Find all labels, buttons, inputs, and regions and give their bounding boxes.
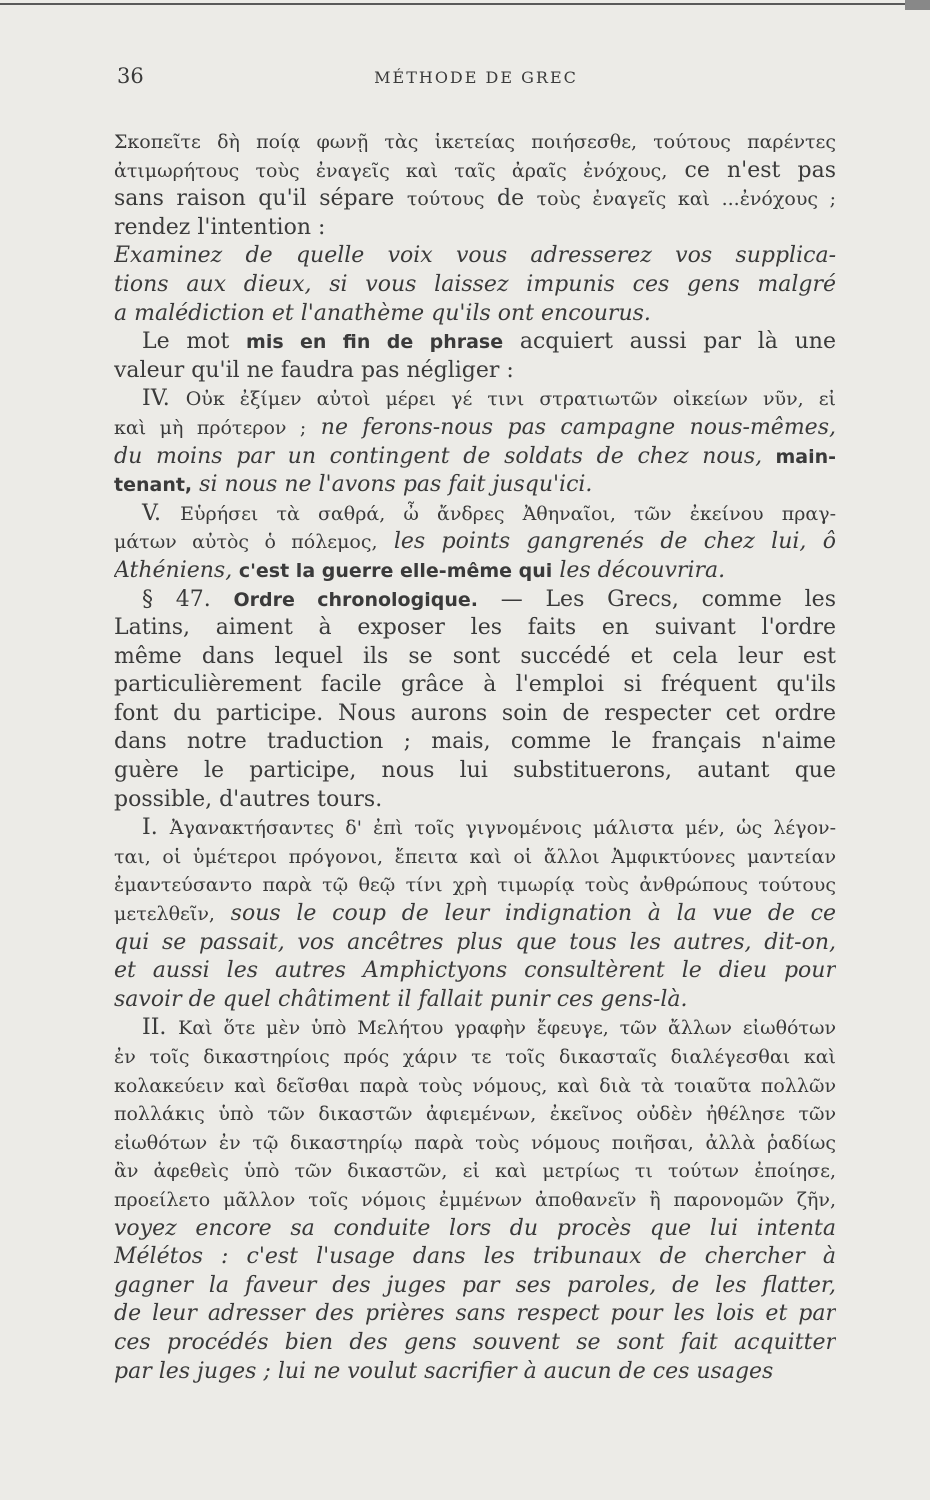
text-segment: Σκοπεῖτε δὴ ποίᾳ φωνῇ τὰς ἱκετείας ποιήσεσθε, τούτους παρέντες <box>114 131 836 153</box>
text-segment: les points gangrenés de chez lui, ô <box>377 529 836 555</box>
text-line <box>114 128 836 157</box>
text-line <box>114 1072 836 1101</box>
text-line <box>114 385 836 414</box>
text-segment: acquiert aussi par là une <box>503 329 836 355</box>
text-segment: μάτων αὐτὸς ὁ πόλεμος, <box>114 531 378 554</box>
text-line <box>114 757 836 786</box>
text-segment: Le mot <box>142 329 247 355</box>
text-line <box>114 500 836 529</box>
page-top-edge <box>0 0 930 10</box>
text-segment: tions aux dieux, si vous laissez impunis ces gens malgré <box>114 271 836 297</box>
text-segment: qui se passait, vos ancêtres plus que tous les autres, dit-on, <box>114 929 836 955</box>
text-segment: savoir de quel châtiment il fallait punir ces gens-là. <box>114 986 688 1012</box>
text-segment: ἀτιμωρήτους τοὺς ἐναγεῖς καὶ ταῖς ἀραῖς ἐνόχους, <box>114 159 668 182</box>
text-line <box>114 443 836 472</box>
text-segment: a malédiction et l'anathème qu'ils ont encourus. <box>114 300 651 326</box>
text-segment: ἂν ἀφεθεὶς ὑπὸ τῶν δικαστῶν, εἰ καὶ μετρίως τι τούτων ἐποίησε, <box>114 1160 836 1183</box>
text-segment: Καὶ ὅτε μὲν ὑπὸ Μελήτου γραφὴν ἔφευγε, τῶν ἄλλων εἰωθότων <box>178 1017 836 1040</box>
text-segment: font du participe. Nous aurons soin de respecter cet ordre <box>114 700 836 726</box>
text-line <box>114 814 836 843</box>
top-rule <box>0 3 905 5</box>
text-line <box>114 786 836 815</box>
text-segment: πολλάκις ὑπὸ τῶν δικαστῶν ἀφιεμένων, ἐκεῖνος οὐδὲν ἠθέλησε τῶν <box>114 1103 836 1126</box>
text-segment: Οὐκ ἐξίμεν αὐτοὶ μέρει γέ τινι στρατιωτῶν οἰκείων νῦν, εἰ <box>185 388 836 411</box>
scan-corner <box>905 0 930 10</box>
page-header <box>117 64 835 94</box>
text-segment: τούτους <box>406 188 485 211</box>
text-line <box>114 843 836 872</box>
text-segment: les découvrira. <box>552 557 726 583</box>
text-line <box>114 871 836 900</box>
text-line <box>114 957 836 986</box>
text-line <box>114 986 836 1015</box>
text-line <box>114 1186 836 1215</box>
text-segment: même dans lequel ils se sont succédé et cela leur est <box>114 643 836 669</box>
text-segment: particulièrement facile grâce à l'emploi si fréquent qu'ils <box>114 672 836 698</box>
text-line <box>114 242 836 271</box>
text-segment: sous le coup de leur indignation à la vue de ce <box>214 901 836 927</box>
text-segment: sans raison qu'il sépare <box>114 186 407 212</box>
text-segment: c'est la guerre elle-même qui <box>232 559 553 582</box>
text-segment: IV. <box>142 386 186 412</box>
text-segment: voyez encore sa conduite lors du procès que lui intenta <box>114 1215 836 1241</box>
text-line <box>114 271 836 300</box>
text-line <box>114 414 836 443</box>
text-segment: προείλετο μᾶλλον τοῖς νόμοις ἐμμένων ἀποθανεῖν ἢ παρονομῶν ζῆν, <box>114 1188 836 1211</box>
text-line <box>114 528 836 557</box>
text-line <box>114 300 836 329</box>
text-segment: et aussi les autres Amphictyons consultèrent le dieu pour <box>114 958 836 984</box>
text-segment: κολακεύειν καὶ δεῖσθαι παρὰ τοὺς νόμους, καὶ διὰ τὰ τοιαῦτα πολλῶν <box>114 1074 836 1097</box>
text-line <box>114 328 836 357</box>
text-line <box>114 1329 836 1358</box>
text-segment: Mélétos : c'est l'usage dans les tribunaux de chercher à <box>114 1244 836 1270</box>
text-segment: § 47. <box>142 586 234 612</box>
text-segment: de leur adresser des prières sans respect pour les lois et par <box>114 1301 836 1327</box>
text-segment: Examinez de quelle voix vous adresserez vos supplica- <box>114 243 836 269</box>
text-line <box>114 357 836 386</box>
text-line <box>114 1014 836 1043</box>
text-segment: valeur qu'il ne faudra pas négliger : <box>114 357 514 383</box>
text-line <box>114 471 836 500</box>
text-segment: par les juges ; lui ne voulut sacrifier à aucun de ces usages <box>114 1358 774 1384</box>
text-line <box>114 1272 836 1301</box>
text-line <box>114 586 836 615</box>
text-line <box>114 900 836 929</box>
text-line <box>114 1358 836 1387</box>
text-segment: τοὺς ἐναγεῖς καὶ ...ἐνόχους ; <box>536 188 836 211</box>
text-segment: tenant, <box>114 474 193 497</box>
text-segment: Εὑρήσει τὰ σαθρά, ὦ ἄνδρες Ἀθηναῖοι, τῶν ἐκείνου πραγ- <box>180 502 836 525</box>
text-segment: ces procédés bien des gens souvent se sont fait acquitter <box>114 1329 836 1355</box>
text-line <box>114 185 836 214</box>
text-segment: Athéniens, <box>114 557 233 583</box>
text-line <box>114 1129 836 1158</box>
text-segment: Latins, aiment à exposer les faits en suivant l'ordre <box>114 615 836 641</box>
text-segment: possible, d'autres tours. <box>114 786 383 812</box>
text-line <box>114 1215 836 1244</box>
text-segment: ce n'est pas <box>667 157 836 183</box>
text-segment: ne ferons-nous pas campagne nous-mêmes, <box>306 414 836 440</box>
page-body <box>114 128 836 1386</box>
text-line <box>114 157 836 186</box>
text-line <box>114 671 836 700</box>
text-line <box>114 1243 836 1272</box>
text-segment: — Les Grecs, comme les <box>477 586 836 612</box>
text-segment: dans notre traduction ; mais, comme le français n'aime <box>114 729 836 755</box>
text-segment: ἐμαντεύσαντο παρὰ τῷ θεῷ τίνι χρὴ τιμωρίᾳ τοὺς ἀνθρώπους τούτους <box>114 874 836 897</box>
text-segment: II. <box>142 1015 179 1041</box>
text-segment: ἐν τοῖς δικαστηρίοις πρός χάριν τε τοῖς δικασταῖς διαλέγεσθαι καὶ <box>114 1046 836 1068</box>
text-segment: gagner la faveur des juges par ses paroles, de les flatter, <box>114 1272 836 1298</box>
text-segment: ται, οἱ ὑμέτεροι πρόγονοι, ἔπειτα καὶ οἱ ἄλλοι Ἀμφικτύονες μαντείαν <box>114 845 836 868</box>
text-segment: μετελθεῖν, <box>114 903 215 926</box>
text-segment: si nous ne l'avons pas fait jusqu'ici. <box>192 472 593 498</box>
text-line <box>114 1043 836 1072</box>
text-segment: Ordre chronologique. <box>233 588 478 611</box>
text-line <box>114 614 836 643</box>
text-segment: V. <box>142 500 181 526</box>
text-line <box>114 557 836 586</box>
text-line <box>114 728 836 757</box>
text-line <box>114 1100 836 1129</box>
text-segment: guère le participe, nous lui substituerons, autant que <box>114 758 836 784</box>
running-title: MÉTHODE DE GREC <box>374 68 578 87</box>
text-segment: εἰωθότων ἐν τῷ δικαστηρίῳ παρὰ τοὺς νόμους ποιῆσαι, ἀλλὰ ῥαδίως <box>114 1131 836 1154</box>
text-segment: mis en fin de phrase <box>246 331 504 354</box>
text-segment: rendez l'intention : <box>114 214 326 240</box>
text-segment: de <box>484 186 537 212</box>
text-segment: main- <box>762 445 836 468</box>
text-line <box>114 700 836 729</box>
text-line <box>114 643 836 672</box>
text-segment: du moins par un contingent de soldats de chez nous, <box>114 443 763 469</box>
text-line <box>114 214 836 243</box>
text-line <box>114 1157 836 1186</box>
text-segment: Ἀγανακτήσαντες δ' ἐπὶ τοῖς γιγνομένοις μάλιστα μέν, ὡς λέγον- <box>169 817 836 840</box>
text-segment: I. <box>142 815 170 841</box>
page-number: 36 <box>117 64 144 88</box>
text-line <box>114 1300 836 1329</box>
text-segment: καὶ μὴ πρότερον ; <box>114 416 307 439</box>
text-line <box>114 929 836 958</box>
